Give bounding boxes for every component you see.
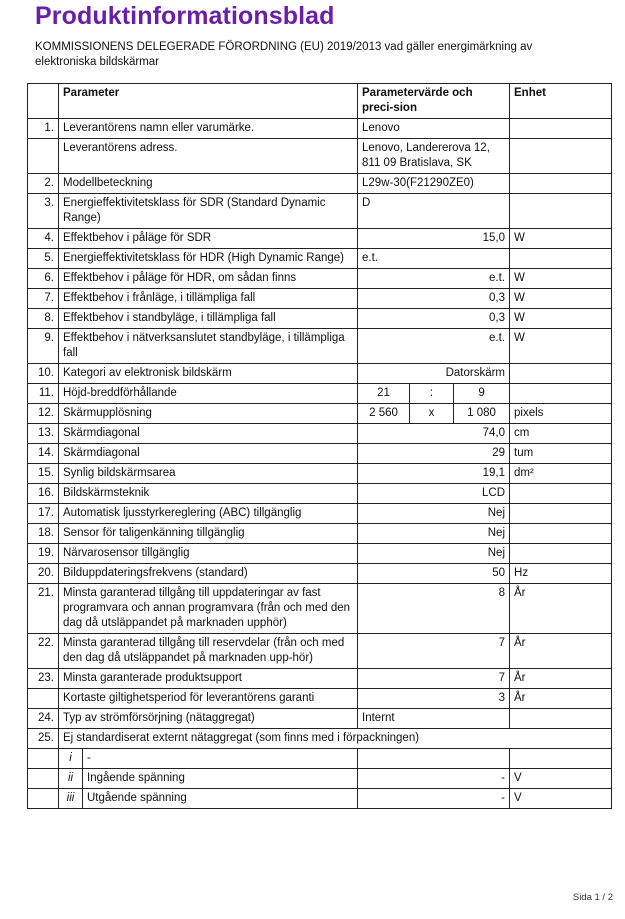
aspect-separator: : bbox=[410, 384, 454, 404]
row-value: Nej bbox=[358, 544, 510, 564]
table-row bbox=[28, 249, 612, 269]
row-value: L29w-30(F21290ZE0) bbox=[358, 174, 510, 194]
row-value: 0,3 bbox=[358, 309, 510, 329]
table-row bbox=[28, 119, 612, 139]
resolution-width: 2 560 bbox=[358, 404, 410, 424]
row-label: Typ av strömförsörjning (nätaggregat) bbox=[59, 709, 358, 729]
row-label: Modellbeteckning bbox=[59, 174, 358, 194]
row-number: 13. bbox=[28, 424, 59, 444]
row-unit: W bbox=[510, 269, 612, 289]
row-label: Kortaste giltighetsperiod för leverantörens garanti bbox=[59, 689, 358, 709]
row-value: D bbox=[358, 194, 510, 229]
row-number: 6. bbox=[28, 269, 59, 289]
row-unit: År bbox=[510, 634, 612, 669]
row-label: Skärmdiagonal bbox=[59, 424, 358, 444]
table-subrow bbox=[28, 789, 612, 809]
row-value: 3 bbox=[358, 689, 510, 709]
row-value: - bbox=[358, 789, 510, 809]
row-value: Datorskärm bbox=[358, 364, 510, 384]
row-value: 29 bbox=[358, 444, 510, 464]
row-number: 24. bbox=[28, 709, 59, 729]
table-row bbox=[28, 709, 612, 729]
row-value: Lenovo bbox=[358, 119, 510, 139]
row-number: 23. bbox=[28, 669, 59, 689]
row-number: 16. bbox=[28, 484, 59, 504]
row-unit: W bbox=[510, 309, 612, 329]
row-value: e.t. bbox=[358, 269, 510, 289]
row-label: Automatisk ljusstyrkereglering (ABC) tillgänglig bbox=[59, 504, 358, 524]
row-unit: År bbox=[510, 584, 612, 634]
table-subrow bbox=[28, 769, 612, 789]
page-number: Sida 1 / 2 bbox=[572, 892, 613, 903]
row-unit: tum bbox=[510, 444, 612, 464]
subrow-index: iii bbox=[59, 789, 83, 809]
row-label: Effektbehov i standbyläge, i tillämpliga fall bbox=[59, 309, 358, 329]
header-value: Parametervärde och preci-sion bbox=[358, 84, 510, 119]
table-row bbox=[28, 524, 612, 544]
row-value: Internt bbox=[358, 709, 510, 729]
row-unit: W bbox=[510, 289, 612, 309]
subrow-index: i bbox=[59, 749, 83, 769]
table-row bbox=[28, 404, 612, 424]
row-number: 1. bbox=[28, 119, 59, 139]
row-number: 9. bbox=[28, 329, 59, 364]
row-label: - bbox=[83, 749, 358, 769]
row-number: 17. bbox=[28, 504, 59, 524]
row-value: Nej bbox=[358, 524, 510, 544]
row-value: 15,0 bbox=[358, 229, 510, 249]
row-number: 5. bbox=[28, 249, 59, 269]
page-title: Produktinformationsblad bbox=[35, 2, 335, 30]
row-label: Leverantörens namn eller varumärke. bbox=[59, 119, 358, 139]
resolution-separator: x bbox=[410, 404, 454, 424]
row-label: Leverantörens adress. bbox=[59, 139, 358, 174]
row-label: Kategori av elektronisk bildskärm bbox=[59, 364, 358, 384]
table-row bbox=[28, 194, 612, 229]
row-unit: År bbox=[510, 669, 612, 689]
row-unit: V bbox=[510, 769, 612, 789]
row-label: Effektbehov i nätverksanslutet standbyläge, i tillämpliga fall bbox=[59, 329, 358, 364]
row-number: 11. bbox=[28, 384, 59, 404]
row-unit: pixels bbox=[510, 404, 612, 424]
row-label: Minsta garanterad tillgång till reservdelar (från och med den dag då utsläppandet på marknaden upp-hör) bbox=[59, 634, 358, 669]
table-row bbox=[28, 689, 612, 709]
row-number: 21. bbox=[28, 584, 59, 634]
subrow-index: ii bbox=[59, 769, 83, 789]
row-value: 50 bbox=[358, 564, 510, 584]
row-value: 19,1 bbox=[358, 464, 510, 484]
row-number: 8. bbox=[28, 309, 59, 329]
row-number: 12. bbox=[28, 404, 59, 424]
table-row bbox=[28, 634, 612, 669]
table-row bbox=[28, 484, 612, 504]
row-number: 25. bbox=[28, 729, 59, 749]
row-number: 10. bbox=[28, 364, 59, 384]
row-label: Ej standardiserat externt nätaggregat (som finns med i förpackningen) bbox=[59, 729, 612, 749]
row-value: 8 bbox=[358, 584, 510, 634]
table-subrow bbox=[28, 749, 612, 769]
row-label: Utgående spänning bbox=[83, 789, 358, 809]
table-row bbox=[28, 444, 612, 464]
row-label: Effektbehov i frånläge, i tillämpliga fall bbox=[59, 289, 358, 309]
row-label: Skärmupplösning bbox=[59, 404, 358, 424]
row-label: Sensor för taligenkänning tillgänglig bbox=[59, 524, 358, 544]
row-label: Ingående spänning bbox=[83, 769, 358, 789]
row-number: 2. bbox=[28, 174, 59, 194]
row-unit: W bbox=[510, 229, 612, 249]
row-unit: Hz bbox=[510, 564, 612, 584]
row-value: Lenovo, Landererova 12, 811 09 Bratislava, SK bbox=[358, 139, 510, 174]
table-row bbox=[28, 669, 612, 689]
regulation-subtitle: KOMMISSIONENS DELEGERADE FÖRORDNING (EU) 2019/2013 vad gäller energimärkning av elektroniska bildskärmar bbox=[35, 41, 533, 68]
row-label: Minsta garanterad tillgång till uppdateringar av fast programvara och annan programvara (från och med den dag då utsläppandet på marknaden upphör) bbox=[59, 584, 358, 634]
row-value: LCD bbox=[358, 484, 510, 504]
row-value: 7 bbox=[358, 669, 510, 689]
table-row bbox=[28, 289, 612, 309]
row-number: 18. bbox=[28, 524, 59, 544]
table-row bbox=[28, 729, 612, 749]
row-number: 14. bbox=[28, 444, 59, 464]
row-label: Närvarosensor tillgänglig bbox=[59, 544, 358, 564]
table-row bbox=[28, 364, 612, 384]
row-number: 4. bbox=[28, 229, 59, 249]
table-row bbox=[28, 584, 612, 634]
row-unit: År bbox=[510, 689, 612, 709]
aspect-height: 9 bbox=[454, 384, 510, 404]
table-header-row bbox=[28, 84, 612, 119]
table-row bbox=[28, 269, 612, 289]
row-number: 20. bbox=[28, 564, 59, 584]
row-label: Höjd-breddförhållande bbox=[59, 384, 358, 404]
table-row bbox=[28, 504, 612, 524]
row-number: 22. bbox=[28, 634, 59, 669]
aspect-width: 21 bbox=[358, 384, 410, 404]
header-unit: Enhet bbox=[510, 84, 612, 119]
row-label: Energieffektivitetsklass för SDR (Standard Dynamic Range) bbox=[59, 194, 358, 229]
table-row bbox=[28, 424, 612, 444]
row-label: Bildskärmsteknik bbox=[59, 484, 358, 504]
table-row bbox=[28, 174, 612, 194]
row-unit: V bbox=[510, 789, 612, 809]
product-info-table bbox=[27, 83, 612, 809]
table-row bbox=[28, 139, 612, 174]
row-value: Nej bbox=[358, 504, 510, 524]
row-label: Energieffektivitetsklass för HDR (High Dynamic Range) bbox=[59, 249, 358, 269]
resolution-height: 1 080 bbox=[454, 404, 510, 424]
row-number: 3. bbox=[28, 194, 59, 229]
row-label: Synlig bildskärmsarea bbox=[59, 464, 358, 484]
table-row bbox=[28, 384, 612, 404]
header-parameter: Parameter bbox=[59, 84, 358, 119]
row-unit: W bbox=[510, 329, 612, 364]
table-row bbox=[28, 564, 612, 584]
row-label: Minsta garanterade produktsupport bbox=[59, 669, 358, 689]
row-value: 7 bbox=[358, 634, 510, 669]
row-unit: cm bbox=[510, 424, 612, 444]
row-label: Bilduppdateringsfrekvens (standard) bbox=[59, 564, 358, 584]
row-label: Skärmdiagonal bbox=[59, 444, 358, 464]
row-value: 74,0 bbox=[358, 424, 510, 444]
table-row bbox=[28, 329, 612, 364]
table-row bbox=[28, 544, 612, 564]
row-value: e.t. bbox=[358, 249, 510, 269]
row-label: Effektbehov i påläge för HDR, om sådan finns bbox=[59, 269, 358, 289]
table-row bbox=[28, 464, 612, 484]
row-value: 0,3 bbox=[358, 289, 510, 309]
row-unit: dm² bbox=[510, 464, 612, 484]
row-number: 15. bbox=[28, 464, 59, 484]
table-row bbox=[28, 309, 612, 329]
row-value: e.t. bbox=[358, 329, 510, 364]
row-value: - bbox=[358, 769, 510, 789]
row-number: 7. bbox=[28, 289, 59, 309]
row-label: Effektbehov i påläge för SDR bbox=[59, 229, 358, 249]
row-number: 19. bbox=[28, 544, 59, 564]
table-row bbox=[28, 229, 612, 249]
